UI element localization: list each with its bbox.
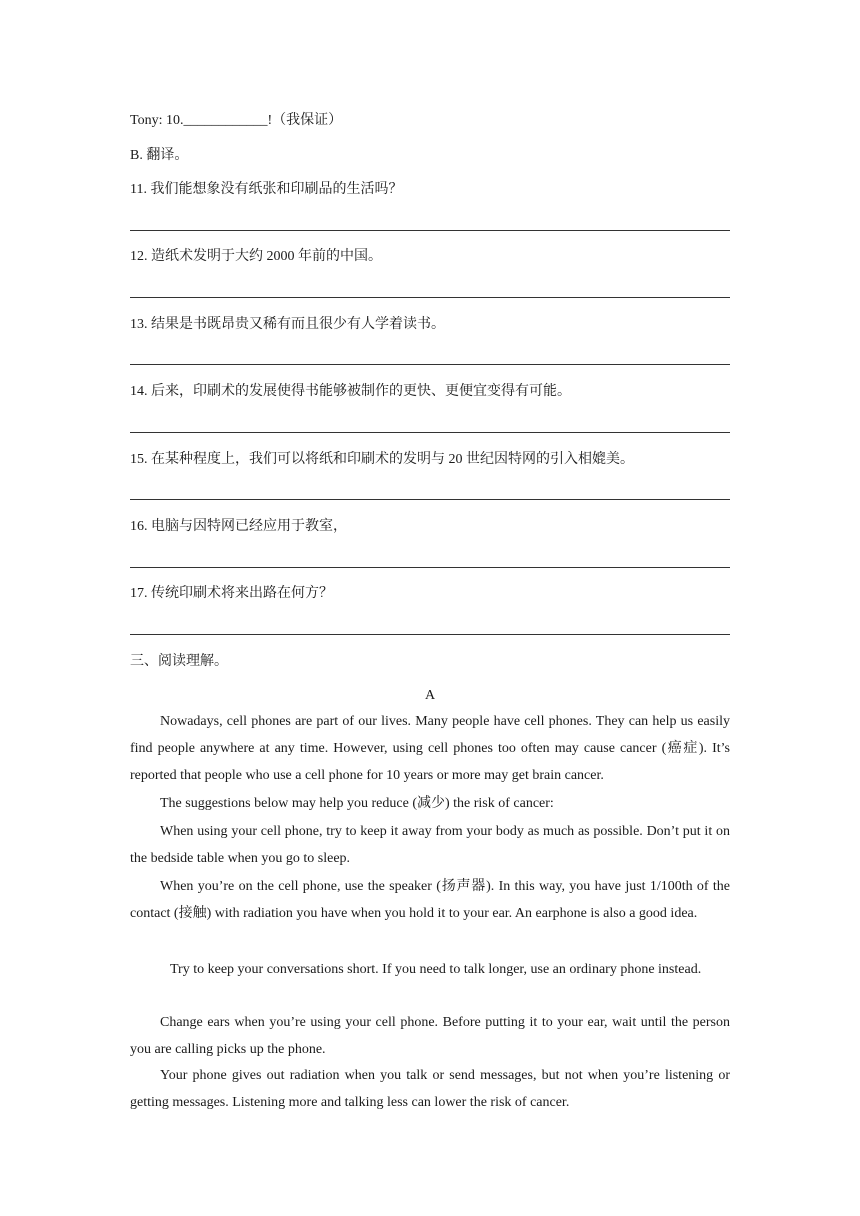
section-b-heading: B. 翻译。: [130, 148, 189, 163]
translation-item-11: 11. 我们能想象没有纸张和印刷品的生活吗？: [130, 182, 403, 197]
translation-item-17: 17. 传统印刷术将来出路在何方？: [130, 586, 333, 601]
passage-paragraph-6: Change ears when you’re using your cell phone. Before putting it to your ear, wait until the person you are calling picks up the phone.: [130, 1015, 730, 1057]
answer-line-13: [130, 364, 730, 365]
tony-dialogue-line: Tony: 10.____________!（我保证）: [130, 113, 343, 128]
answer-line-16: [130, 567, 730, 568]
passage-paragraph-1: Nowadays, cell phones are part of our lives. Many people have cell phones. They can help us easily find people anywhere at any time. However, using cell phones too often may cause cancer (癌症). It’s reported that people who use a cell phone for 10 years or more may get brain cancer.: [130, 714, 730, 783]
passage-paragraph-5: Try to keep your conversations short. If you need to talk longer, use an ordinary phone instead.: [170, 962, 702, 977]
passage-paragraph-2: The suggestions below may help you reduce (减少) the risk of cancer:: [160, 796, 554, 811]
answer-line-11: [130, 230, 730, 231]
answer-line-14: [130, 432, 730, 433]
translation-item-16: 16. 电脑与因特网已经应用于教室，: [130, 519, 347, 534]
answer-line-15: [130, 499, 730, 500]
passage-paragraph-7: Your phone gives out radiation when you talk or send messages, but not when you’re listening or getting messages. Listening more and talking less can lower the risk of cancer.: [130, 1068, 730, 1110]
passage-label: A: [424, 688, 436, 703]
passage-paragraph-3: When using your cell phone, try to keep it away from your body as much as possible. Don’t put it on the bedside table when you go to sleep.: [130, 824, 730, 866]
answer-line-12: [130, 297, 730, 298]
reading-section-heading: 三、阅读理解。: [130, 654, 228, 669]
translation-item-13: 13. 结果是书既昂贵又稀有而且很少有人学着读书。: [130, 317, 445, 332]
translation-item-14: 14. 后来，印刷术的发展使得书能够被制作的更快、更便宜变得有可能。: [130, 384, 571, 399]
translation-item-12: 12. 造纸术发明于大约 2000 年前的中国。: [130, 249, 382, 264]
translation-item-15: 15. 在某种程度上，我们可以将纸和印刷术的发明与 20 世纪因特网的引入相媲美。: [130, 452, 634, 467]
answer-line-17: [130, 634, 730, 635]
passage-paragraph-4: When you’re on the cell phone, use the speaker (扬声器). In this way, you have just 1/100th of the contact (接触) with radiation you have when you hold it to your ear. An earphone is also a good idea.: [130, 879, 730, 921]
